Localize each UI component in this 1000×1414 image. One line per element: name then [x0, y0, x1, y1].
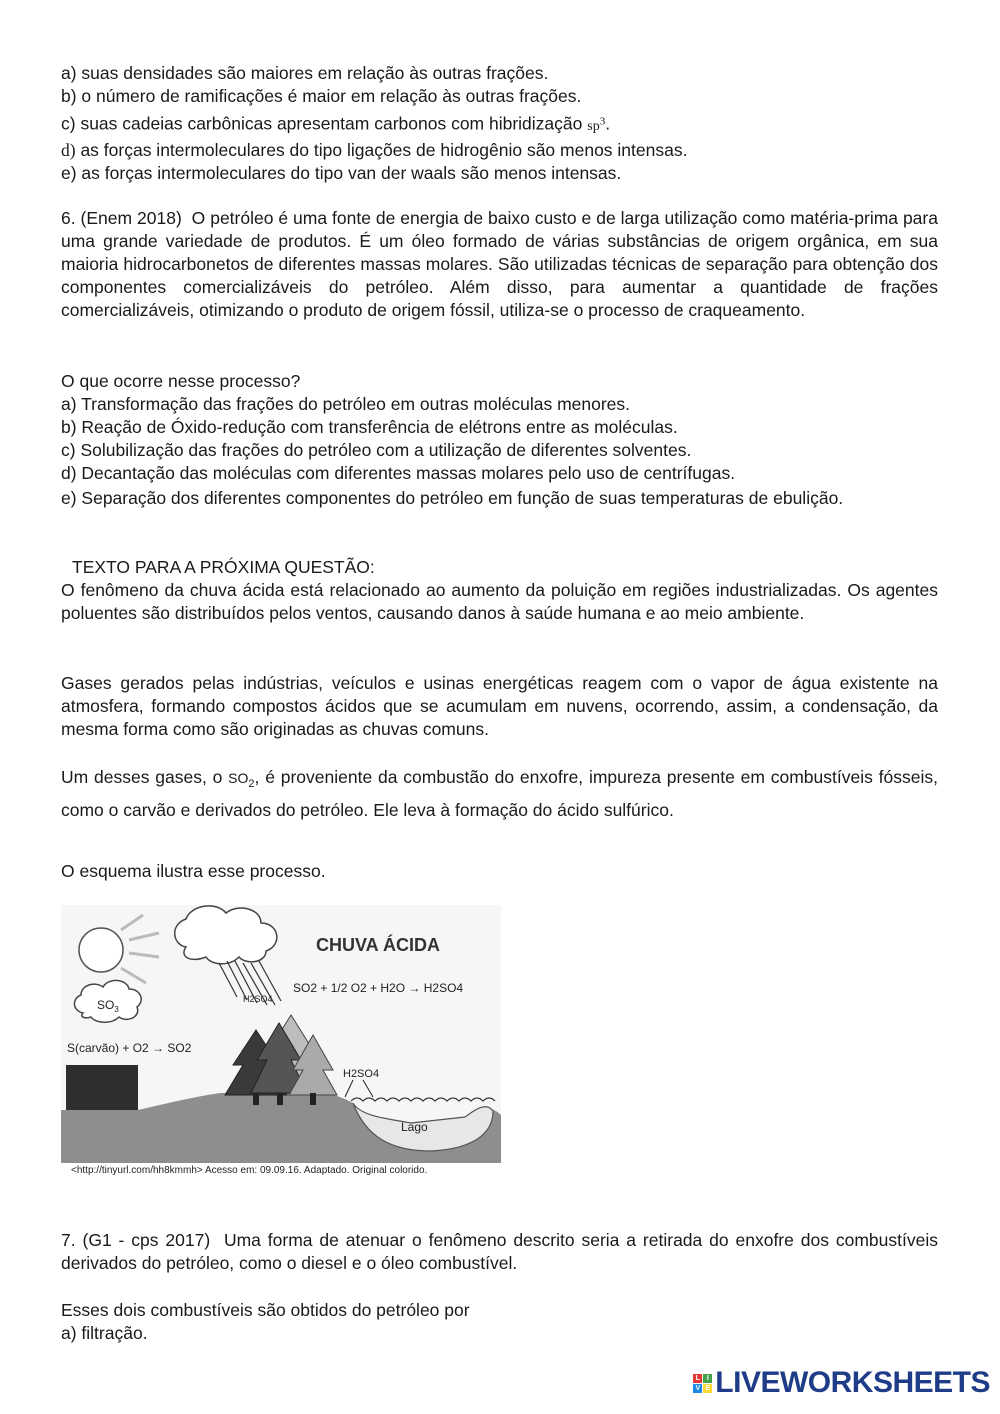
q6-question: O que ocorre nesse processo?	[61, 371, 301, 391]
q6-option-c: c) Solubilização das frações do petróleo com a utilização de diferentes solventes.	[61, 440, 692, 460]
equation-so2-to-h2so4: SO2 + 1/2 O2 + H2O → H2SO4	[293, 981, 464, 995]
q7-number: 7.	[61, 1230, 76, 1250]
q7-option-a: a) filtração.	[61, 1323, 148, 1343]
q7-text: Uma forma de atenuar o fenômeno descrito seria a retirada do enxofre dos combustíveis derivados do petróleo, como o diesel e o óleo combustível.	[61, 1230, 938, 1273]
q5-option-c: c) suas cadeias carbônicas apresentam carbonos com hibridização $sp^3$.	[61, 113, 611, 134]
so2-formula: $SO_2$	[228, 770, 255, 790]
q6-option-d: d) Decantação das moléculas com diferentes massas molares pelo uso de centrífugas.	[61, 463, 736, 483]
q5-option-d: d) as forças intermoleculares do tipo ligações de hidrogênio são menos intensas.	[61, 140, 688, 160]
liveworksheets-logo-text: LIVEWORKSHEETS	[715, 1366, 990, 1399]
texto-paragraph-4: O esquema ilustra esse processo.	[61, 861, 326, 881]
figure-title: CHUVA ÁCIDA	[316, 935, 440, 955]
equation-s-to-so2: S(carvão) + O2 → SO2	[67, 1041, 192, 1055]
acid-rain-figure	[61, 905, 501, 1180]
q6-number: 6.	[61, 208, 76, 228]
q5-option-a: a) suas densidades são maiores em relação às outras frações.	[61, 63, 549, 83]
q6-source: (Enem 2018)	[80, 208, 182, 228]
q5-option-c-formula: $sp^3$	[587, 115, 606, 134]
q7-question: Esses dois combustíveis são obtidos do petróleo por	[61, 1300, 470, 1320]
so3-label: $SO_3$	[97, 998, 119, 1014]
q6-text: O petróleo é uma fonte de energia de baixo custo e de larga utilização como matéria-prima para uma grande variedade de produtos. É um óleo formado de várias substâncias de origem orgânica, em sua maioria hidrocarbonetos de diferentes massas molares. São utilizadas técnicas de separação para obtenção dos componentes comercializáveis do petróleo. Além disso, para aumentar a quantidade de frações comercializáveis, otimizando o produto de origem fóssil, utiliza-se o processo de craqueamento.	[61, 208, 938, 320]
q6-option-e: e) Separação dos diferentes componentes do petróleo em função de suas temperaturas de ebulição.	[61, 488, 844, 508]
q6-option-b: b) Reação de Óxido-redução com transferência de elétrons entre as moléculas.	[61, 417, 678, 437]
liveworksheets-logo[interactable]	[693, 1366, 990, 1400]
sun-icon	[79, 928, 123, 972]
h2so4-rain-label: H2SO4	[243, 994, 273, 1004]
liveworksheets-logo-icon: L I V E	[693, 1374, 712, 1393]
lake-label: Lago	[401, 1120, 428, 1134]
h2so4-lake-label: H2SO4	[343, 1068, 380, 1080]
q5-option-b: b) o número de ramificações é maior em relação às outras frações.	[61, 86, 582, 106]
factory-icon	[66, 1065, 138, 1110]
q7-statement	[61, 1229, 938, 1275]
acid-rain-diagram	[61, 905, 501, 1180]
q6-statement	[61, 207, 938, 322]
q5-option-c-text: c) suas cadeias carbônicas apresentam carbonos com hibridização	[61, 113, 583, 134]
texto-heading: TEXTO PARA A PRÓXIMA QUESTÃO:	[72, 557, 375, 577]
q6-option-a: a) Transformação das frações do petróleo em outras moléculas menores.	[61, 394, 631, 414]
figure-caption: <http://tinyurl.com/hh8kmmh> Acesso em: 09.09.16. Adaptado. Original colorido.	[71, 1165, 428, 1176]
texto-paragraph-1: O fenômeno da chuva ácida está relacionado ao aumento da poluição em regiões industrializadas. Os agentes poluentes são distribuídos pelos ventos, causando danos à saúde humana e ao meio ambiente.	[61, 580, 938, 623]
q7-source: (G1 - cps 2017)	[82, 1230, 211, 1250]
texto-paragraph-3: Um desses gases, o $SO_2$, é proveniente da combustão do enxofre, impureza presente em combustíveis fósseis, como o carvão e derivados do petróleo. Ele leva à formação do ácido sulfúrico.	[61, 767, 939, 820]
q5-option-e: e) as forças intermoleculares do tipo van der waals são menos intensas.	[61, 163, 622, 183]
texto-paragraph-2: Gases gerados pelas indústrias, veículos e usinas energéticas reagem com o vapor de água existente na atmosfera, formando compostos ácidos que se acumulam em nuvens, ocorrendo, assim, a condensação, da mesma forma como são originadas as chuvas comuns.	[61, 673, 938, 739]
